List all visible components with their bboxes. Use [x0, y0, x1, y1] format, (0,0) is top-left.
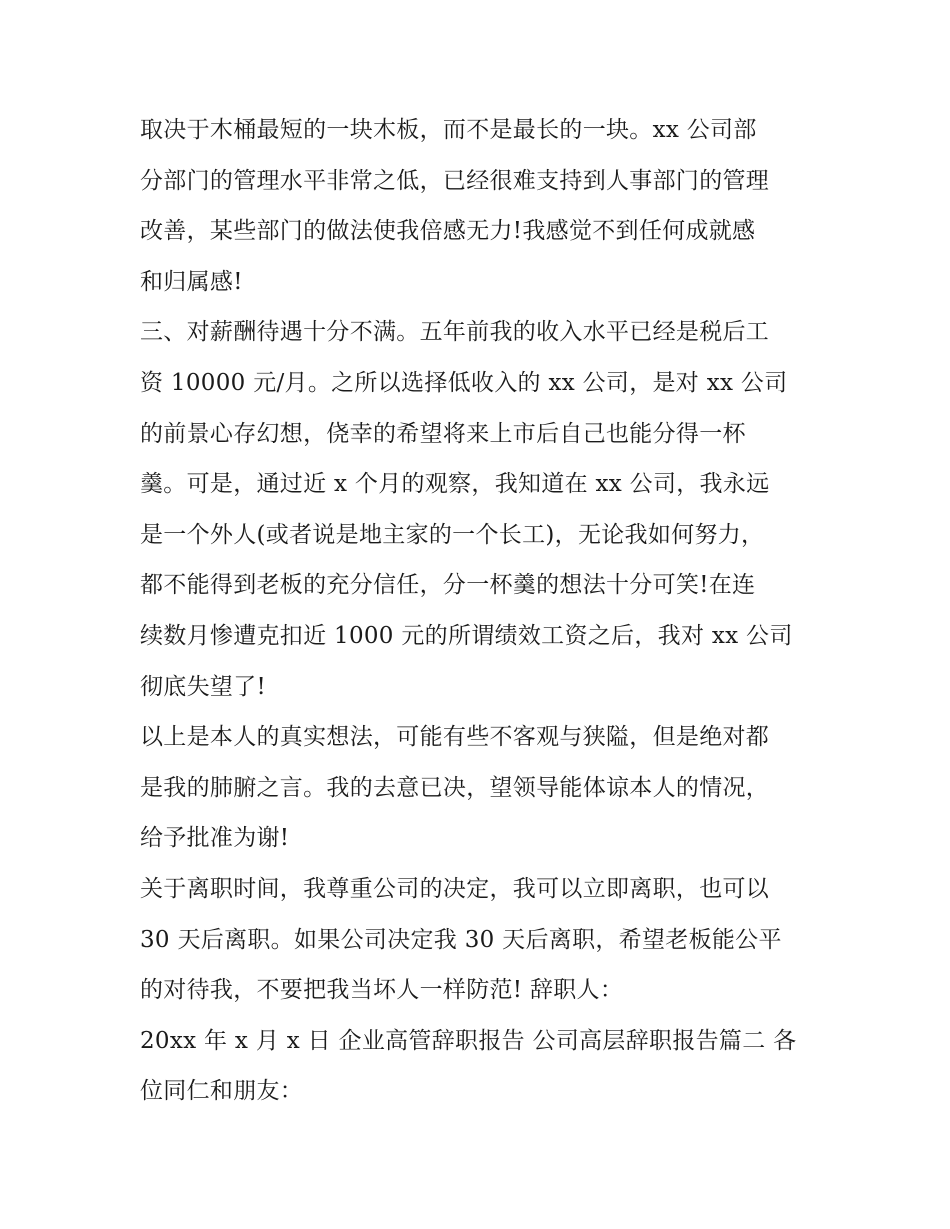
text-line: 的对待我，不要把我当坏人一样防范! 辞职人： [140, 977, 624, 1004]
text-line: 续数月惨遭克扣近 1000 元的所谓绩效工资之后，我对 xx 公司 [140, 622, 793, 649]
text-line: 彻底失望了! [140, 673, 267, 700]
document-body [140, 105, 820, 1117]
text-line: 位同仁和朋友： [140, 1078, 304, 1105]
text-line: 分部门的管理水平非常之低，已经很难支持到人事部门的管理 [140, 167, 770, 194]
text-line: 是一个外人(或者说是地主家的一个长工)，无论我如何努力， [140, 521, 765, 548]
text-line: 以上是本人的真实想法，可能有些不客观与狭隘，但是绝对都 [140, 724, 770, 751]
text-line: 取决于木桶最短的一块木板，而不是最长的一块。xx 公司部 [140, 117, 757, 143]
text-line: 的前景心存幻想，侥幸的希望将来上市后自己也能分得一杯 [140, 420, 746, 447]
text-line: 改善，某些部门的做法使我倍感无力!我感觉不到任何成就感 [140, 218, 756, 245]
text-line: 是我的肺腑之言。我的去意已决，望领导能体谅本人的情况， [140, 774, 770, 801]
text-line: 羹。可是，通过近 x 个月的观察，我知道在 xx 公司，我永远 [140, 471, 770, 498]
text-line: 关于离职时间，我尊重公司的决定，我可以立即离职，也可以 [140, 875, 770, 902]
text-line: 资 10000 元/月。之所以选择低收入的 xx 公司，是对 xx 公司 [140, 369, 788, 396]
text-line: 给予批准为谢! [140, 825, 290, 852]
text-line: 30 天后离职。如果公司决定我 30 天后离职，希望老板能公平 [140, 926, 782, 953]
text-line: 和归属感! [140, 268, 243, 295]
text-line: 20xx 年 x 月 x 日 企业高管辞职报告 公司高层辞职报告篇二 各 [140, 1027, 797, 1054]
text-line: 都不能得到老板的充分信任，分一杯羹的想法十分可笑!在连 [140, 572, 756, 599]
text-line: 三、对薪酬待遇十分不满。五年前我的收入水平已经是税后工 [140, 319, 770, 346]
